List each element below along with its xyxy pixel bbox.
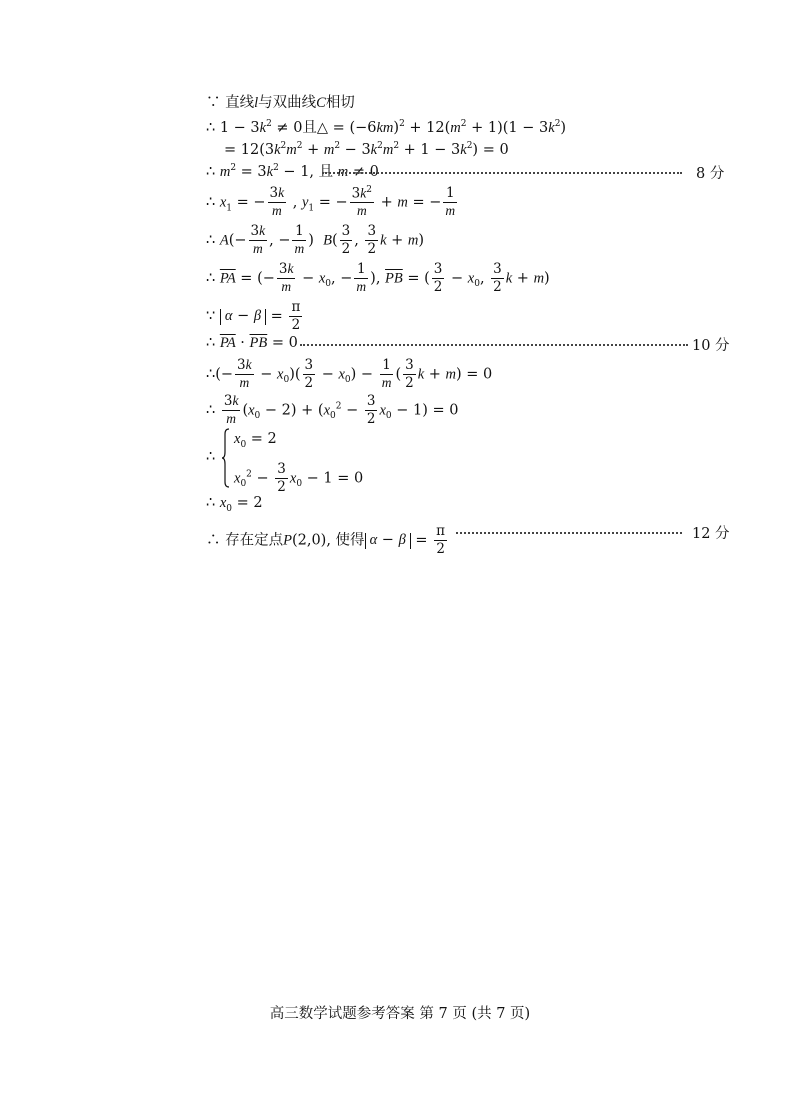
line-2: ∴ $1 - 3k^2 \ne 0$且△ = $(-6km)^2 + 12(m^2 + 1)(1 - 3k^2)$: [206, 119, 567, 136]
leader-dots-1: [322, 172, 682, 174]
line-1: ∵ 直线l与双曲线C相切: [206, 95, 355, 111]
score-2: 10 分: [692, 338, 730, 354]
line-13: ∴ $x_0 = 2$: [206, 495, 263, 514]
page-footer: 高三数学试题参考答案 第 7 页 (共 7 页): [269, 1006, 531, 1022]
line-7: ∴ $\overline{PA}$ = (− $\frac{3k}{m}$ − $x_0$, − $\frac{1}{m}$ ), $\overline{PB}$ = ( $\frac{3}{2}$ − $x_0$, $\frac{3}{2}$ k + m): [206, 261, 550, 295]
line-12-therefore: ∴: [206, 449, 216, 465]
line-10: ∴(− $\frac{3k}{m}$ − $x_0$)( $\frac{3}{2}$ − $x_0$) − $\frac{1}{m}$ ( $\frac{3}{2}$ k + m) = 0: [206, 357, 493, 391]
leader-dots-2: [300, 344, 688, 346]
line-3: = $12(3k^2m^2 + m^2 - 3k^2m^2 + 1 - 3k^2) = 0$: [224, 141, 509, 158]
line-6: ∴ A(− $\frac{3k}{m}$ , − $\frac{1}{m}$ ) B( $\frac{3}{2}$ , $\frac{3}{2}$ k + m): [206, 223, 425, 257]
score-3: 12 分: [692, 526, 730, 542]
line-8: ∵ α − β = $\frac{\pi}{2}$: [206, 299, 301, 333]
line-12b: $x_0^2$ − $\frac{3}{2}$ $x_0 - 1 = 0$: [234, 461, 364, 495]
left-brace-icon: [222, 428, 230, 488]
score-1: 8 分: [696, 166, 725, 182]
line-4: ∴ $m^2 = 3k^2 - 1$, 且 m ≠ 0: [206, 163, 379, 180]
line-11: ∴ $\frac{3k}{m}$ $(x_0 - 2) + (x_0^2$ − $\frac{3}{2}$ $x_0 - 1) = 0$: [206, 393, 459, 427]
line-9: ∴ $\overline{PA} \cdot \overline{PB} = 0$: [206, 335, 298, 351]
leader-dots-3: [456, 532, 682, 534]
line-5: ∴ $x_1$ = − $\frac{3k}{m}$ , $y_1$ = − $\frac{3k^2}{m}$ + m = − $\frac{1}{m}$: [206, 185, 456, 219]
line-14: ∴ 存在定点P(2,0), 使得 α − β = $\frac{\pi}{2}$: [206, 523, 446, 557]
line-12a: $x_0 = 2$: [234, 431, 277, 450]
